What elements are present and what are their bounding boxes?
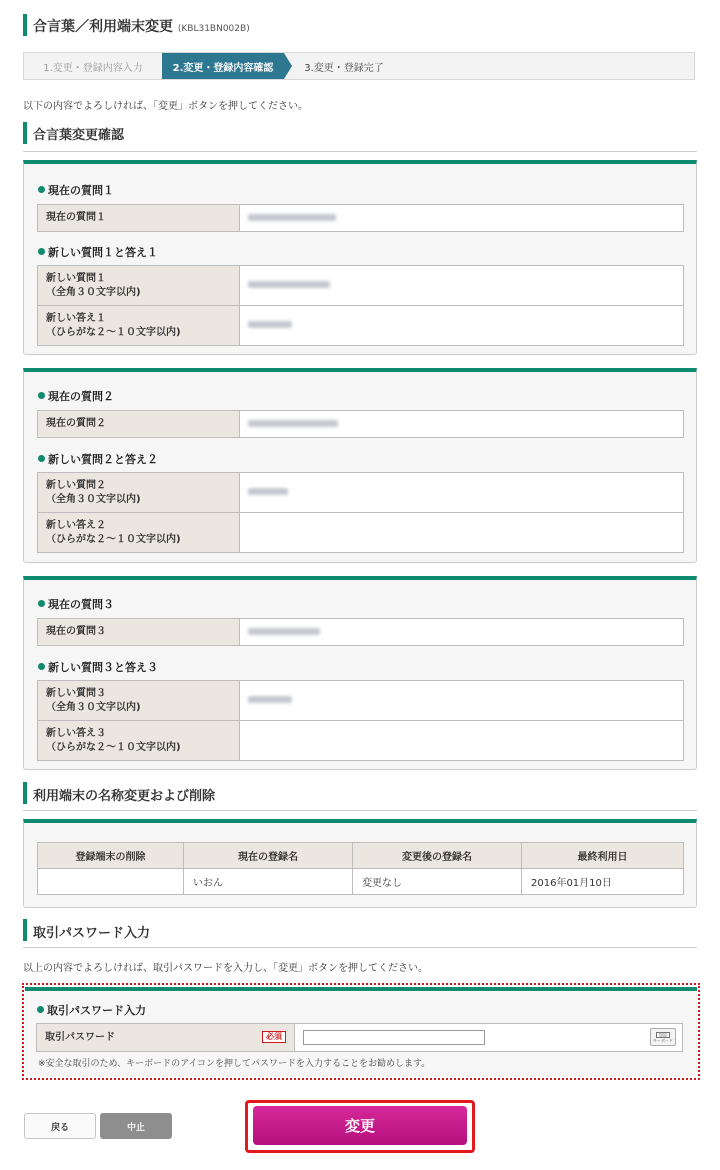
current-question-value-1 [240,205,684,232]
header-last-used: 最終利用日 [522,843,684,869]
current-question-heading-3: 現在の質問３ [38,596,114,612]
new-question-table-3 [37,680,684,761]
new-question-label-2: 新しい質問２ （全角３０文字以内) [38,473,240,513]
section1-bar-accent [23,122,27,144]
section2-divider [23,810,697,811]
keyboard-icon[interactable] [650,1028,676,1046]
password-sub-heading: 取引パスワード入力 [37,1002,146,1018]
new-answer-value-3 [240,721,684,761]
password-table [36,1023,683,1052]
current-question-value-3 [240,619,684,646]
page-title [33,16,250,36]
new-question-label-1: 新しい質問１ （全角３０文字以内) [38,266,240,306]
section1-divider [23,151,697,152]
new-question-heading-1: 新しい質問１と答え１ [38,244,158,260]
password-input[interactable] [303,1030,485,1045]
current-question-heading-1: 現在の質問１ [38,182,114,198]
cell-new-name: 変更なし [353,869,522,895]
current-question-label-2: 現在の質問２ [38,411,240,438]
current-question-label-3: 現在の質問３ [38,619,240,646]
step-3: 3.変更・登録完了 [304,62,384,74]
current-question-heading-2: 現在の質問２ [38,388,114,404]
page-title-text: 合言葉／利用端末変更 [33,19,173,35]
new-answer-label-3: 新しい答え３ （ひらがな２～１０文字以内) [38,721,240,761]
section3-divider [23,947,697,948]
new-question-label-3: 新しい質問３ （全角３０文字以内) [38,681,240,721]
password-panel [25,987,697,1076]
password-note: ※安全な取引のため、キーボードのアイコンを押してパスワードを入力することをお勧めします。 [38,1059,431,1069]
cell-last-used: 2016年01月10日 [522,869,684,895]
step-1: 1.変更・登録内容入力 [43,62,143,74]
section2-bar-accent [23,782,27,804]
new-question-value-2 [240,473,684,513]
section2-title: 利用端末の名称変更および削除 [33,789,216,804]
header-delete: 登録端末の削除 [38,843,184,869]
cell-delete [38,869,184,895]
question-panel-3 [23,576,697,770]
section3-bar-accent [23,919,27,941]
new-answer-label-1: 新しい答え１ （ひらがな２～１０文字以内) [38,306,240,346]
cell-current-name: いおん [184,869,353,895]
title-bar-accent [23,14,27,36]
progress-stepper [23,52,695,80]
new-answer-value-2 [240,513,684,553]
password-intro: 以上の内容でよろしければ、取引パスワードを入力し、「変更」ボタンを押してください。 [23,963,428,974]
current-question-table-1 [37,204,684,232]
new-question-value-1 [240,266,684,306]
back-button[interactable]: 戻る [24,1113,96,1139]
device-table [37,842,684,895]
new-answer-value-1 [240,306,684,346]
password-label: 取引パスワード [45,1031,115,1043]
step-2-active: 2.変更・登録内容確認 [162,53,284,79]
password-input-cell [295,1024,683,1052]
section1-title: 合言葉変更確認 [33,128,125,143]
cancel-button[interactable]: 中止 [100,1113,172,1139]
new-question-heading-3: 新しい質問３と答え３ [38,659,158,675]
section3-title: 取引パスワード入力 [33,926,151,941]
table-row [38,869,684,895]
password-label-cell [37,1024,295,1052]
current-question-table-3 [37,618,684,646]
device-panel [23,819,697,908]
intro-text: 以下の内容でよろしければ、「変更」ボタンを押してください。 [23,101,308,112]
required-badge: 必須 [262,1031,286,1043]
header-new-name: 変更後の登録名 [353,843,522,869]
new-question-heading-2: 新しい質問２と答え２ [38,451,158,467]
header-current-name: 現在の登録名 [184,843,353,869]
new-question-table-2 [37,472,684,553]
current-question-table-2 [37,410,684,438]
current-question-value-2 [240,411,684,438]
new-question-value-3 [240,681,684,721]
submit-button[interactable]: 変更 [253,1106,467,1145]
password-highlight-box [22,983,700,1080]
current-question-label-1: 現在の質問１ [38,205,240,232]
new-answer-label-2: 新しい答え２ （ひらがな２～１０文字以内) [38,513,240,553]
new-question-table-1 [37,265,684,346]
question-panel-2 [23,368,697,563]
question-panel-1 [23,160,697,355]
page-code: (KBL31BN002B) [177,24,250,34]
keyboard-label: キーボード [653,1037,673,1043]
